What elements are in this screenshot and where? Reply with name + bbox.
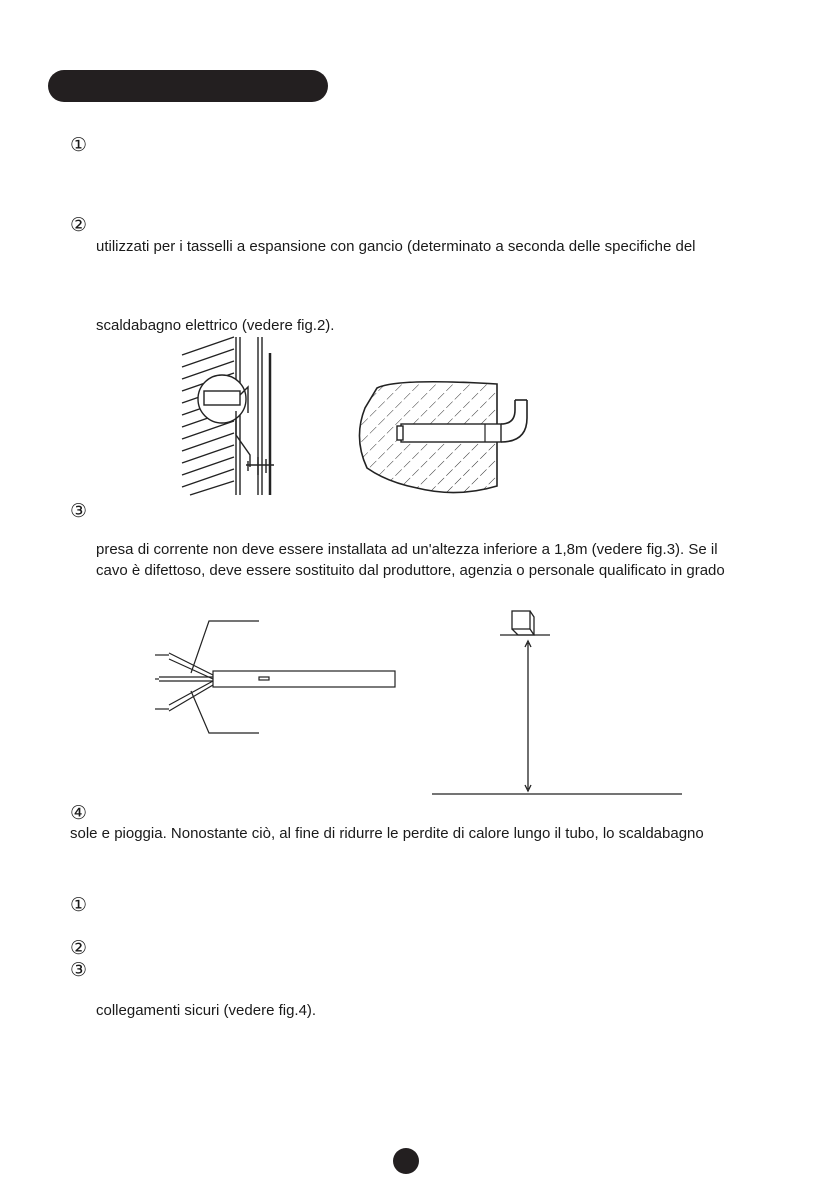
step-marker-4: ④ bbox=[70, 802, 88, 824]
sub-marker-1: ① bbox=[70, 894, 88, 916]
sub-marker-3: ③ bbox=[70, 959, 88, 981]
text-line: utilizzati per i tasselli a espansione con gancio (determinato a seconda delle specifiche del bbox=[96, 238, 696, 255]
step-marker-1: ① bbox=[70, 134, 88, 156]
power-cable-figure bbox=[155, 615, 400, 740]
page-number-badge bbox=[393, 1148, 419, 1174]
wall-mount-section-figure bbox=[178, 335, 288, 497]
sub-marker-2: ② bbox=[70, 937, 88, 959]
text-line: cavo è difettoso, deve essere sostituito dal produttore, agenzia o personale qualificato in grado bbox=[96, 562, 725, 579]
text-line: presa di corrente non deve essere installata ad un'altezza inferiore a 1,8m (vedere fig.3). Se il bbox=[96, 541, 718, 558]
expansion-bolt-figure bbox=[357, 378, 537, 498]
text-line: scaldabagno elettrico (vedere fig.2). bbox=[96, 317, 335, 334]
socket-height-figure bbox=[430, 607, 685, 797]
text-line: collegamenti sicuri (vedere fig.4). bbox=[96, 1002, 317, 1019]
section-header-bar bbox=[48, 70, 328, 102]
step-marker-3: ③ bbox=[70, 500, 88, 522]
step-marker-2: ② bbox=[70, 214, 88, 236]
text-line: sole e pioggia. Nonostante ciò, al fine di ridurre le perdite di calore lungo il tubo, lo scaldabagno bbox=[70, 825, 704, 842]
